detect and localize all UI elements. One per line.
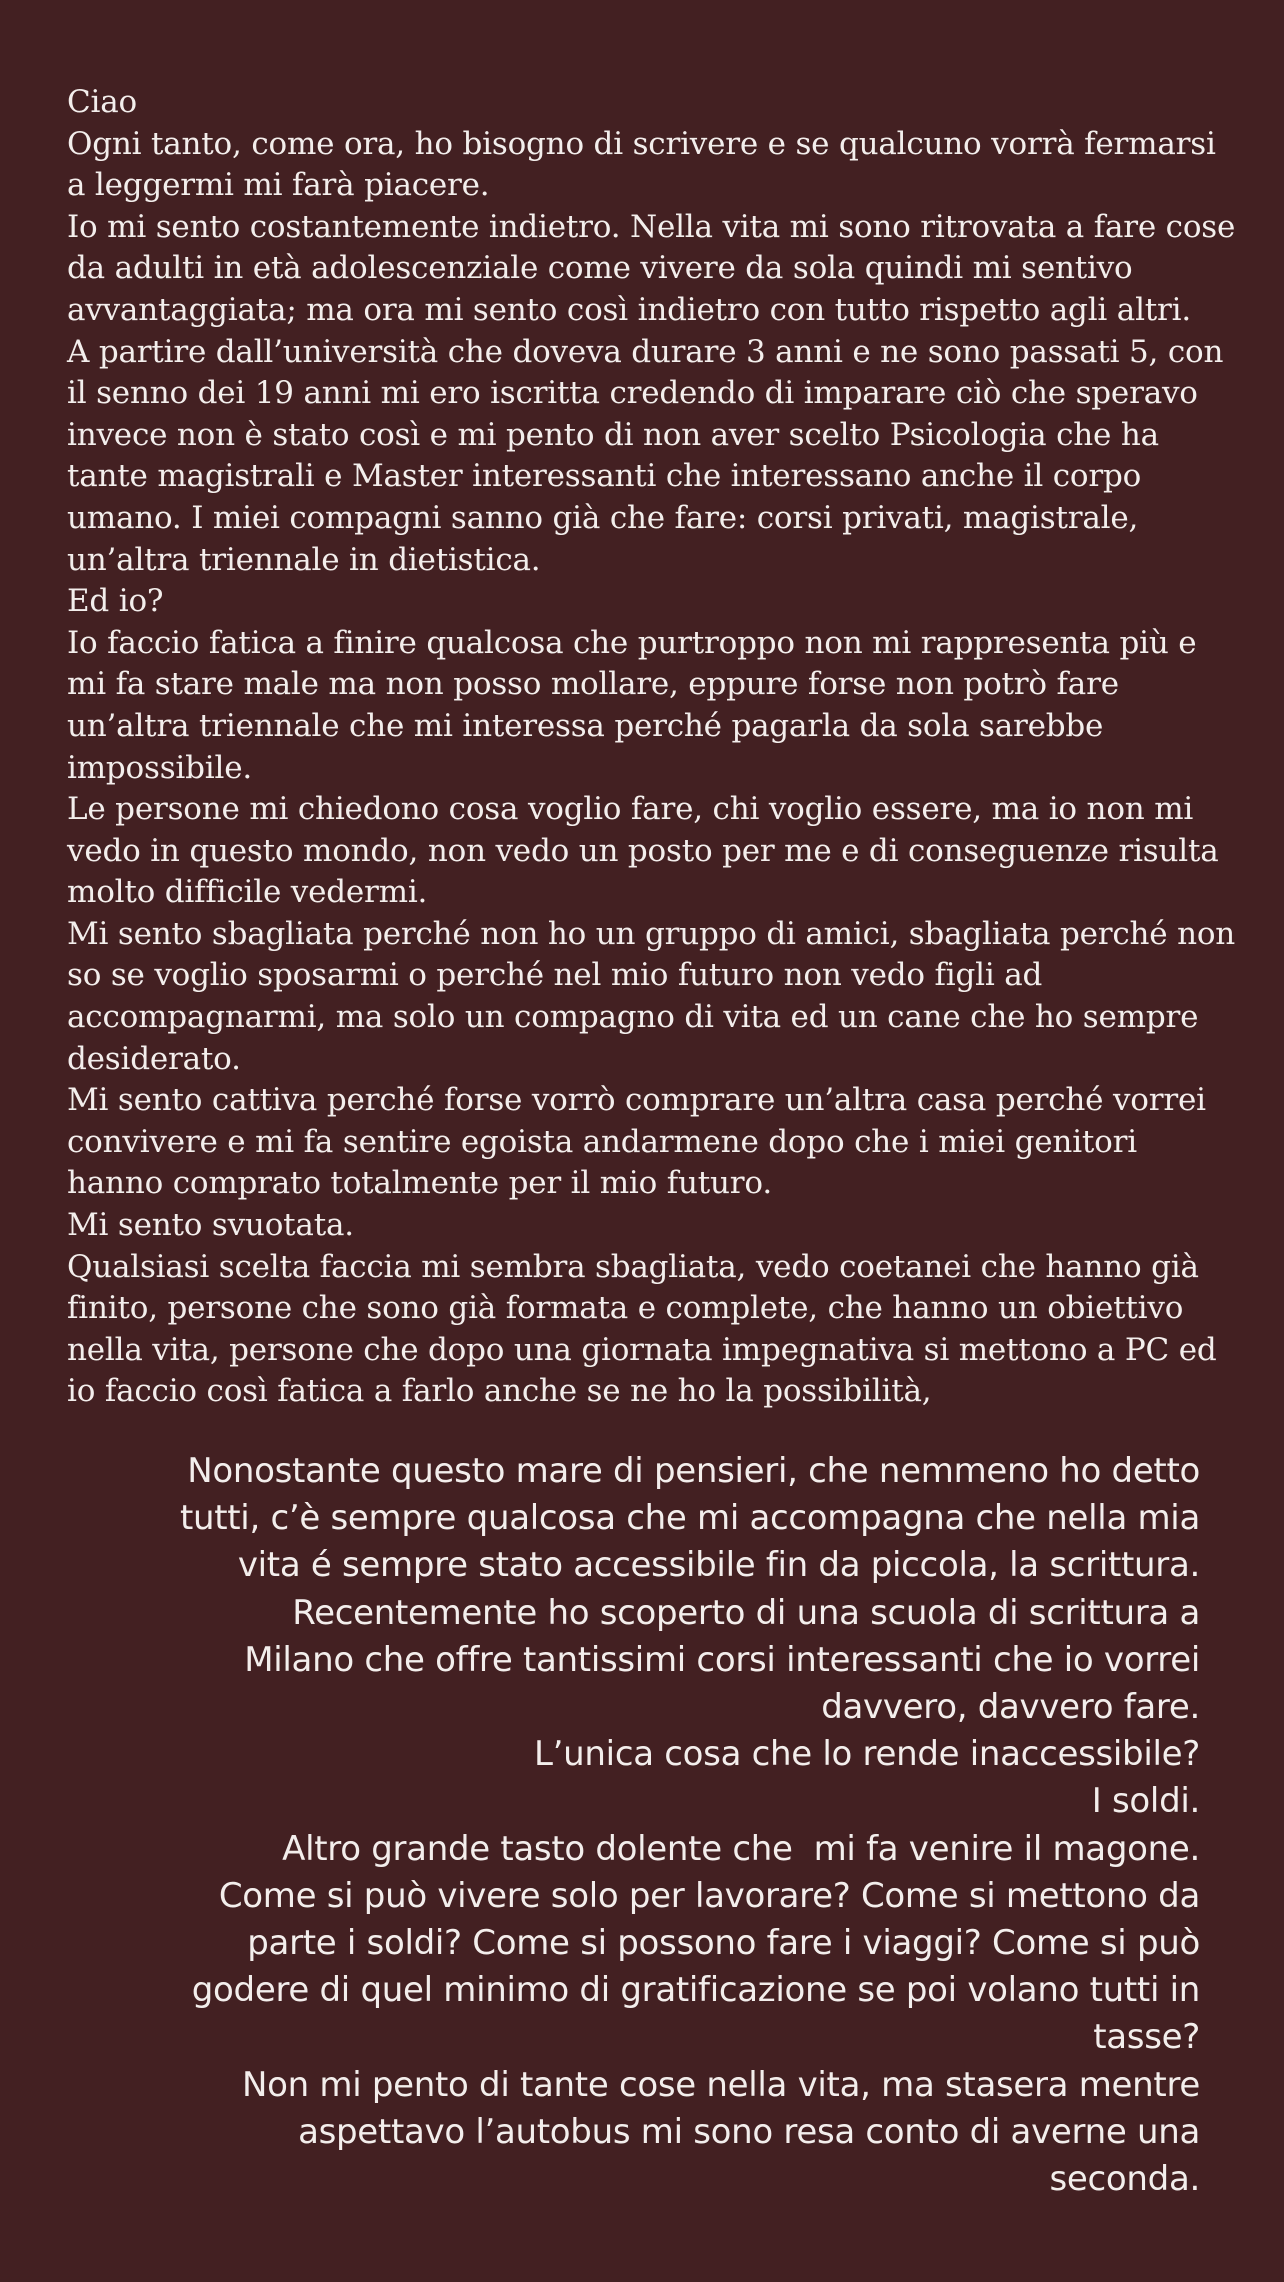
text-line: finito, persone che sono già formata e complete, che hanno un obiettivo [67, 1290, 1184, 1327]
text-line: un’altra triennale in dietistica. [67, 541, 541, 578]
text-line: Milano che offre tantissimi corsi interessanti che io vorrei [244, 1639, 1200, 1680]
text-line: impossibile. [67, 749, 253, 786]
text-line: Ogni tanto, come ora, ho bisogno di scrivere e se qualcuno vorrà fermarsi [67, 125, 1216, 162]
text-line: Le persone mi chiedono cosa voglio fare, chi voglio essere, ma io non mi [67, 791, 1194, 828]
text-line: da adulti in età adolescenziale come vivere da sola quindi mi sentivo [67, 250, 1133, 287]
text-line: nella vita, persone che dopo una giornata impegnativa si mettono a PC ed [67, 1331, 1217, 1368]
text-line: Mi sento cattiva perché forse vorrò comprare un’altra casa perché vorrei [67, 1082, 1206, 1119]
text-line: Recentemente ho scoperto di una scuola di scrittura a [292, 1592, 1200, 1633]
text-line: A partire dall’università che doveva durare 3 anni e ne sono passati 5, con [67, 333, 1224, 370]
text-line: I soldi. [1091, 1781, 1200, 1822]
text-line: vita é sempre stato accessibile fin da piccola, la scrittura. [237, 1545, 1200, 1586]
text-line: Io faccio fatica a finire qualcosa che purtroppo non mi rappresenta più e [67, 624, 1197, 661]
text-line: mi fa stare male ma non posso mollare, eppure forse non potrò fare [67, 666, 1119, 703]
text-line: Nonostante questo mare di pensieri, che nemmeno ho detto [187, 1451, 1200, 1491]
text-line: a leggermi mi farà piacere. [67, 167, 490, 204]
text-line: godere di quel minimo di gratificazione se poi volano tutti in [191, 1970, 1200, 2011]
text-line: parte i soldi? Come si possono fare i viaggi? Come si può [247, 1923, 1200, 1964]
text-line: hanno comprato totalmente per il mio futuro. [67, 1165, 773, 1202]
sans-text-block [100, 1448, 1200, 2203]
text-line: accompagnarmi, ma solo un compagno di vita ed un cane che ho sempre [67, 999, 1199, 1036]
text-line: invece non è stato così e mi pento di non aver scelto Psicologia che ha [67, 416, 1159, 453]
text-line: Non mi pento di tante cose nella vita, ma stasera mentre [241, 2064, 1200, 2105]
text-line: so se voglio sposarmi o perché nel mio futuro non vedo figli ad [67, 957, 1043, 994]
text-line: tante magistrali e Master interessanti che interessano anche il corpo [67, 458, 1142, 495]
text-line: L’unica cosa che lo rende inaccessibile? [534, 1734, 1200, 1775]
text-line: Altro grande tasto dolente che mi fa venire il magone. [282, 1828, 1200, 1869]
text-line: Mi sento sbagliata perché non ho un gruppo di amici, sbagliata perché non [67, 915, 1236, 952]
text-line: aspettavo l’autobus mi sono resa conto di averne una [298, 2111, 1200, 2152]
text-line: tasse? [1093, 2017, 1200, 2058]
text-line: Ed io? [67, 583, 164, 620]
text-line: Come si può vivere solo per lavorare? Come si mettono da [218, 1875, 1200, 1916]
text-line: davvero, davvero fare. [821, 1687, 1200, 1728]
text-line: molto difficile vedermi. [67, 874, 428, 911]
text-line: umano. I miei compagni sanno già che fare: corsi privati, magistrale, [67, 499, 1139, 536]
text-line: io faccio così fatica a farlo anche se ne ho la possibilità, [67, 1373, 932, 1410]
text-line: tutti, c’è sempre qualcosa che mi accompagna che nella mia [179, 1498, 1200, 1539]
text-line: seconda. [1049, 2159, 1200, 2200]
text-line: Ciao [67, 84, 137, 120]
text-line: un’altra triennale che mi interessa perché pagarla da sola sarebbe [67, 707, 1104, 744]
text-line: il senno dei 19 anni mi ero iscritta credendo di imparare ciò che speravo [67, 375, 1198, 412]
text-line: Io mi sento costantemente indietro. Nella vita mi sono ritrovata a fare cose [67, 208, 1236, 245]
text-line: vedo in questo mondo, non vedo un posto per me e di conseguenze risulta [67, 832, 1219, 869]
text-line: Mi sento svuotata. [67, 1207, 354, 1244]
text-line: Qualsiasi scelta faccia mi sembra sbagliata, vedo coetanei che hanno già [67, 1248, 1199, 1285]
serif-text-block [67, 82, 1237, 1413]
text-line: desiderato. [67, 1040, 241, 1077]
text-line: avvantaggiata; ma ora mi sento così indietro con tutto rispetto agli altri. [67, 291, 1192, 328]
text-line: convivere e mi fa sentire egoista andarmene dopo che i miei genitori [67, 1123, 1137, 1160]
